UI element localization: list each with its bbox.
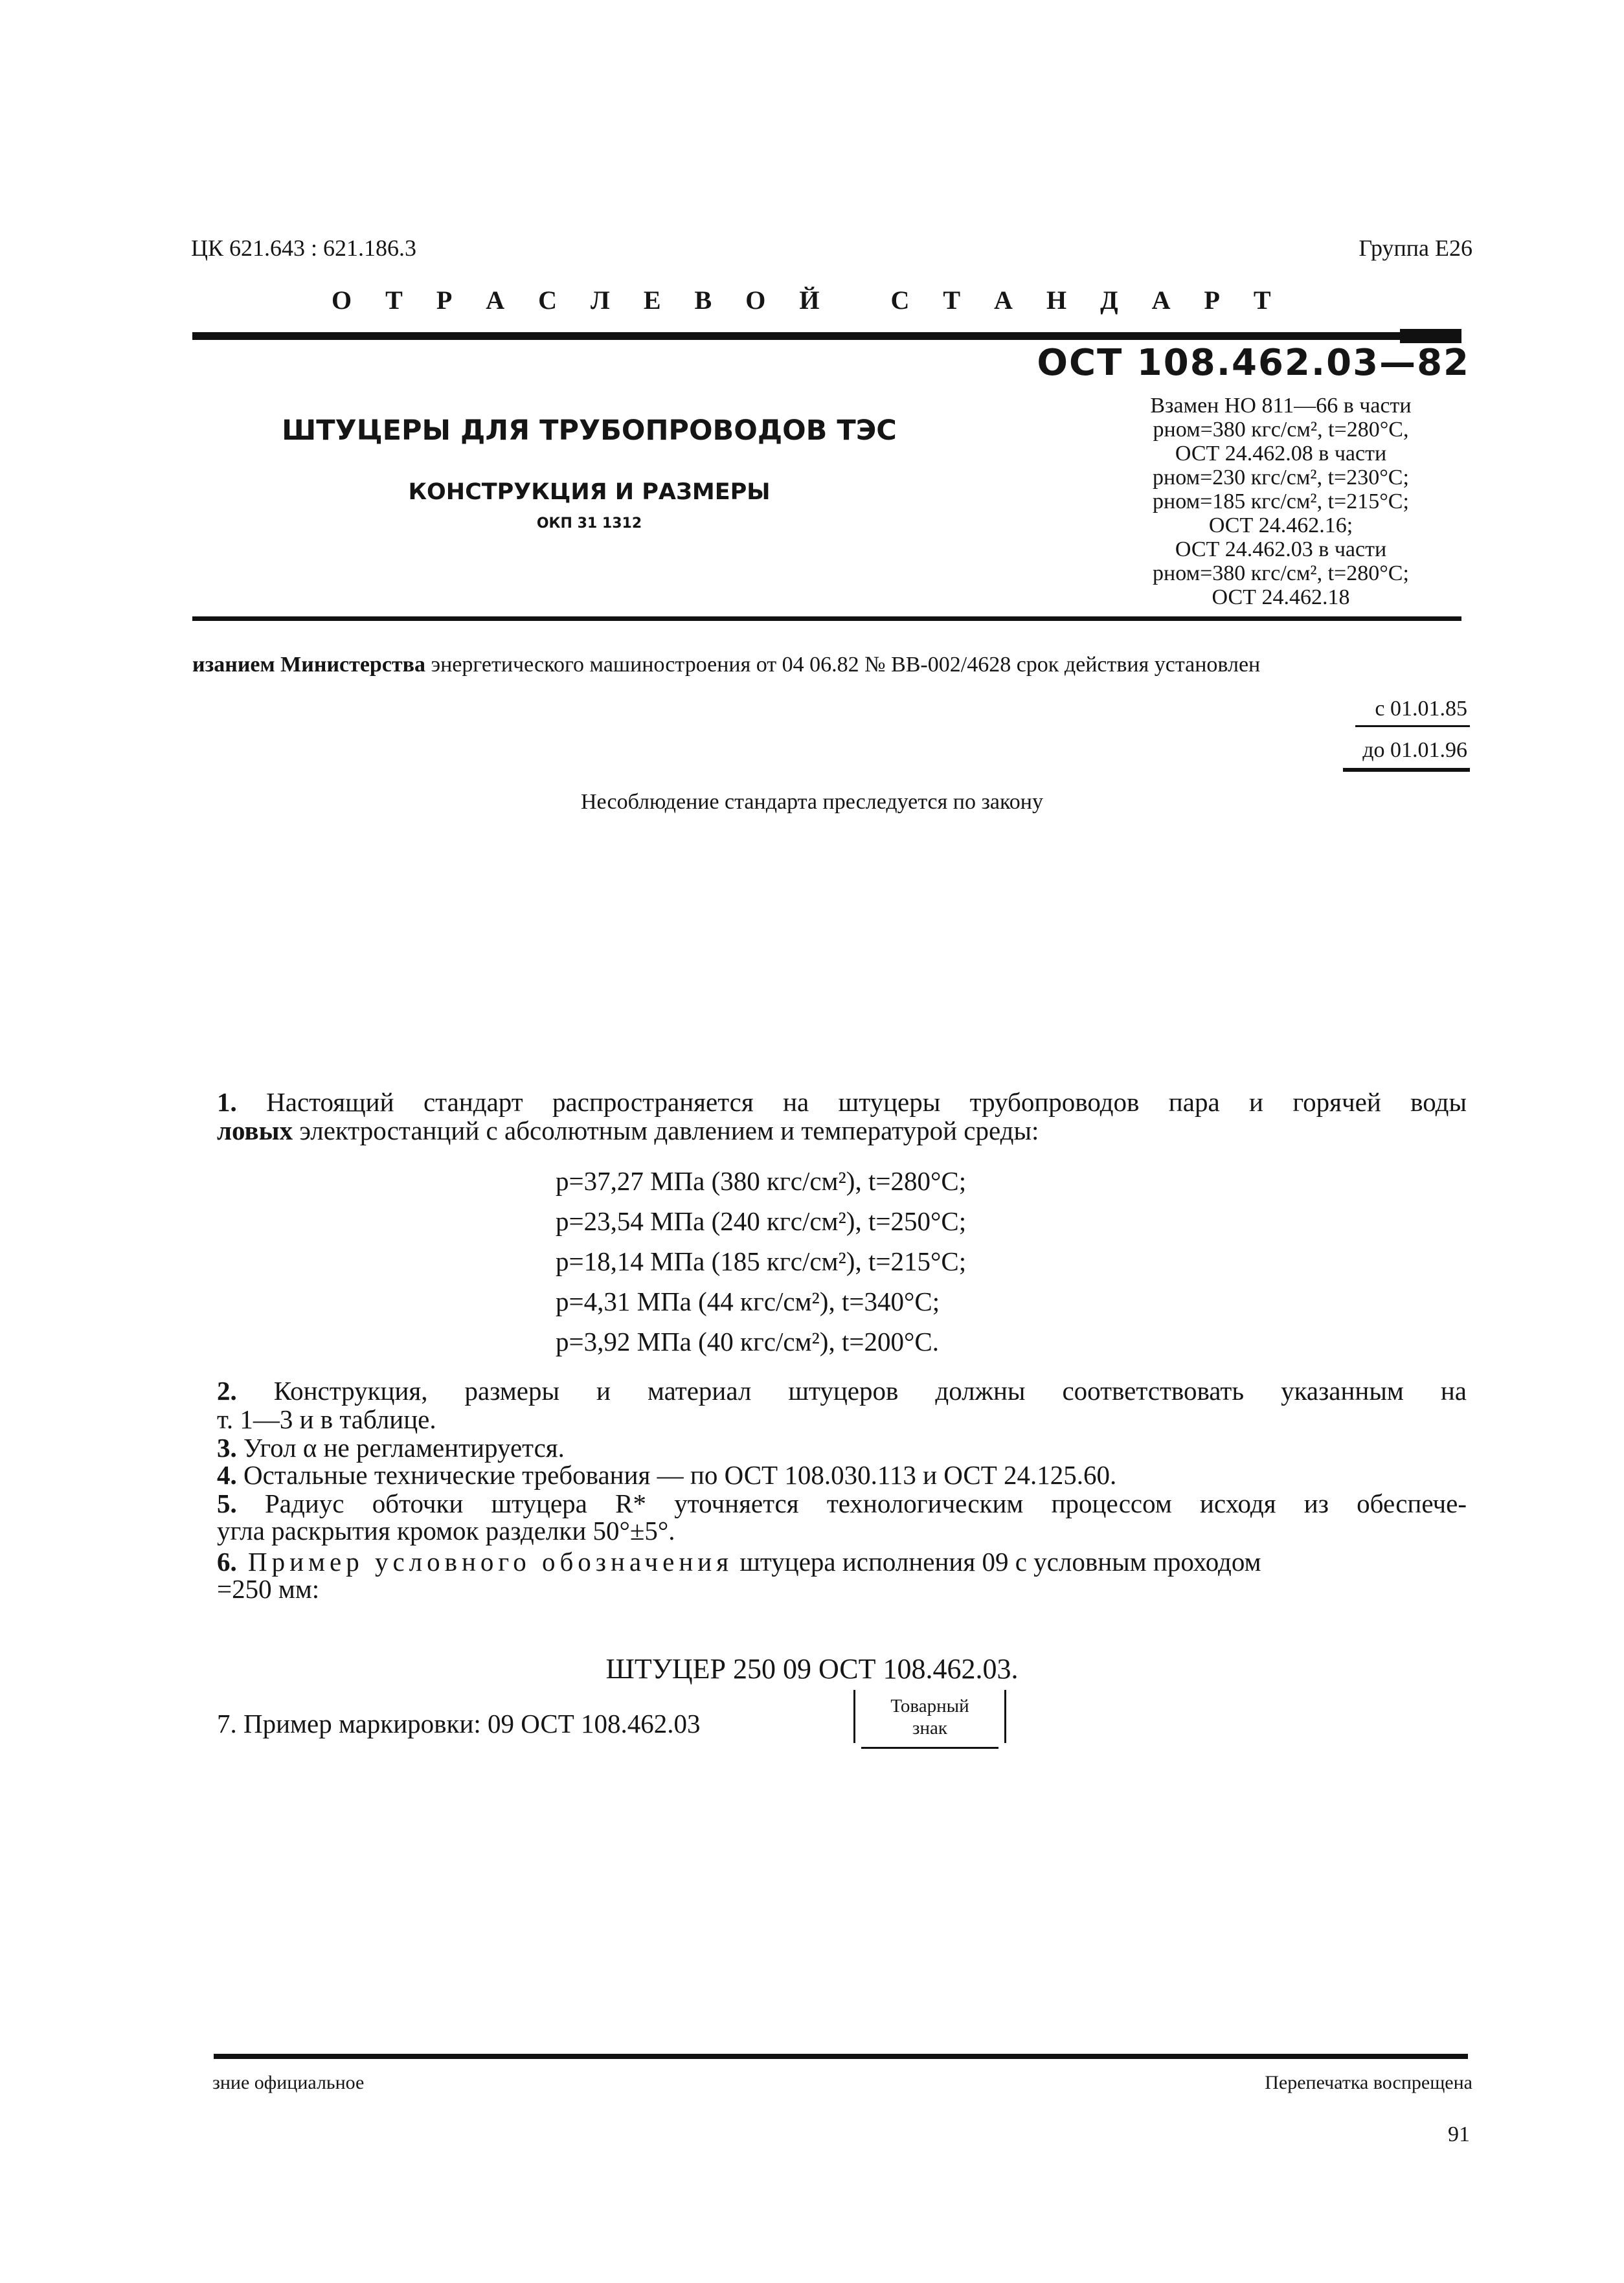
replaces-line: ОСТ 24.462.03 в части xyxy=(1175,537,1387,561)
clause-number: 6. xyxy=(217,1547,237,1577)
condition-line: p=4,31 МПа (44 кгс/см²), t=340°С; xyxy=(556,1287,940,1316)
clause-2-continued: т. 1—3 и в таблице. xyxy=(217,1404,436,1434)
middle-rule xyxy=(192,616,1461,621)
banner-letter: Т xyxy=(385,286,403,315)
banner-letter: О xyxy=(745,286,766,315)
udk-code: ЦК 621.643 : 621.186.3 xyxy=(191,235,417,261)
replaces-line: pном=185 кгс/см², t=215°С; xyxy=(1153,489,1409,513)
reprint-notice: Перепечатка воспрещена xyxy=(1265,2072,1472,2093)
replaces-line: ОСТ 24.462.16; xyxy=(1208,513,1353,537)
top-rule xyxy=(192,332,1461,340)
clause-number: 1. xyxy=(217,1087,237,1117)
clause-1-continued xyxy=(217,1116,1467,1145)
standard-number: ОСТ 108.462.03—82 xyxy=(1037,342,1470,384)
banner-letter: А xyxy=(486,286,505,315)
clause-text: Радиус обточки штуцера R* уточняется технологическим процессом исходя из обеспече- xyxy=(236,1489,1467,1518)
banner-letter: Р xyxy=(1204,286,1220,315)
clause-number: 5. xyxy=(217,1489,237,1518)
banner-letter: Л xyxy=(591,286,610,315)
banner-letter: В xyxy=(694,286,712,315)
clause-text: Остальные технические требования — по ОСТ 108.030.113 и ОСТ 24.125.60. xyxy=(236,1460,1117,1490)
clause-spaced-text: Пример условного обозначения xyxy=(236,1547,734,1577)
trademark-label: Товарный xyxy=(890,1696,969,1716)
banner-letter: Р xyxy=(436,286,453,315)
banner-letter: А xyxy=(1151,286,1171,315)
clause-5-continued: угла раскрытия кромок разделки 50°±5°. xyxy=(217,1516,675,1546)
approval-lead: изанием Министерства xyxy=(192,653,425,677)
document-subtitle: КОНСТРУКЦИЯ И РАЗМЕРЫ xyxy=(408,479,771,505)
condition-line: p=18,14 МПа (185 кгс/см²), t=215°С; xyxy=(556,1246,967,1276)
banner-letter: Е xyxy=(643,286,661,315)
banner-letter: Н xyxy=(1046,286,1067,315)
clause-1 xyxy=(217,1088,1467,1116)
condition-line: p=3,92 МПа (40 кгс/см²), t=200°С. xyxy=(556,1327,939,1356)
clause-2 xyxy=(217,1377,1467,1405)
validity-from: с 01.01.85 xyxy=(1355,697,1470,727)
banner-letter: Т xyxy=(1253,286,1271,315)
trademark-box xyxy=(853,1690,1006,1743)
clause-text: электростанций с абсолютным давлением и температурой среды: xyxy=(293,1116,1039,1145)
law-notice: Несоблюдение стандарта преследуется по закону xyxy=(581,790,1043,814)
banner-letter: Д xyxy=(1100,286,1118,315)
standard-banner xyxy=(332,285,1305,315)
page-number: 91 xyxy=(1448,2122,1470,2146)
bottom-rule xyxy=(214,2054,1468,2059)
clause-6 xyxy=(217,1547,1467,1576)
condition-line: p=37,27 МПа (380 кгс/см²), t=280°С; xyxy=(556,1166,967,1196)
trademark-label: знак xyxy=(912,1718,947,1738)
clause-text: Угол α не регламентируется. xyxy=(236,1433,565,1463)
clause-7: 7. Пример маркировки: 09 ОСТ 108.462.03 xyxy=(217,1709,701,1738)
clause-text: Конструкция, размеры и материал штуцеров должны соответствовать указанным на xyxy=(236,1376,1467,1406)
banner-letter: Т xyxy=(943,286,961,315)
document-title: ШТУЦЕРЫ ДЛЯ ТРУБОПРОВОДОВ ТЭС xyxy=(282,414,897,447)
top-rule-thick-end xyxy=(1400,329,1461,343)
condition-line: p=23,54 МПа (240 кгс/см²), t=250°С; xyxy=(556,1206,967,1236)
clause-number: 4. xyxy=(217,1460,237,1490)
validity-to: до 01.01.96 xyxy=(1343,738,1470,772)
replaces-line: pном=380 кгс/см², t=280°С; xyxy=(1153,561,1409,585)
replaces-line: ОСТ 24.462.08 в части xyxy=(1175,442,1387,466)
banner-letter: С xyxy=(890,286,910,315)
designation-example: ШТУЦЕР 250 09 ОСТ 108.462.03. xyxy=(605,1653,1019,1685)
banner-letter: С xyxy=(538,286,558,315)
trademark-underline xyxy=(861,1747,998,1749)
clause-lead-fragment: ловых xyxy=(217,1116,293,1145)
clause-number: 3. xyxy=(217,1433,237,1463)
banner-letter: О xyxy=(332,286,352,315)
replaces-line: pном=380 кгс/см², t=280°С, xyxy=(1153,418,1409,442)
replaces-line: Взамен НО 811—66 в части xyxy=(1150,394,1412,418)
banner-letter: А xyxy=(994,286,1013,315)
clause-number: 2. xyxy=(217,1376,237,1406)
clause-5 xyxy=(217,1489,1467,1518)
approval-statement xyxy=(192,653,1260,677)
official-edition: зние официальное xyxy=(212,2072,365,2093)
replaces-line: ОСТ 24.462.18 xyxy=(1212,585,1350,609)
clause-6-continued: =250 мм: xyxy=(217,1574,320,1604)
replaces-block xyxy=(1093,394,1469,609)
replaces-line: pном=230 кгс/см², t=230°С; xyxy=(1153,466,1409,489)
okp-code: ОКП 31 1312 xyxy=(536,515,642,532)
clause-3 xyxy=(217,1434,1467,1462)
clause-text: штуцера исполнения 09 с условным проходом xyxy=(733,1547,1261,1577)
clause-4 xyxy=(217,1461,1467,1489)
approval-text: энергетического машиностроения от 04 06.82 № ВВ-002/4628 срок действия установлен xyxy=(425,653,1261,677)
banner-letter: Й xyxy=(799,286,820,315)
title-block xyxy=(265,414,913,532)
clause-text: Настоящий стандарт распространяется на штуцеры трубопроводов пара и горячей воды xyxy=(236,1087,1467,1117)
group-code: Группа Е26 xyxy=(1359,235,1472,261)
